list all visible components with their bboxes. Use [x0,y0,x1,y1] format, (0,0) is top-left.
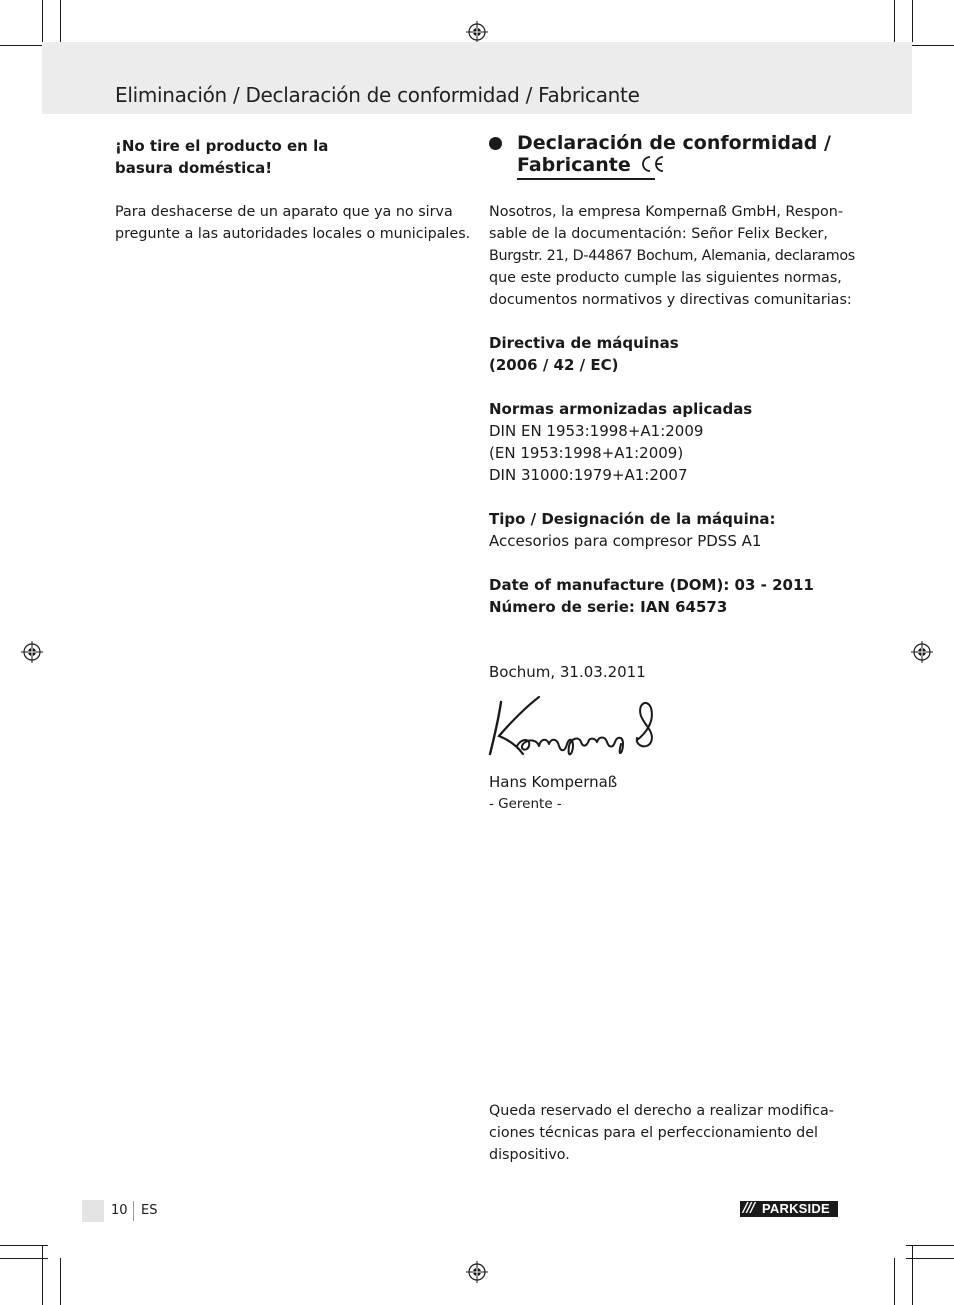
crop-mark [894,0,895,47]
manufacture-info [489,574,844,618]
intro-line: Nosotros, la empresa Kompernaß GmbH, Respon- [489,204,843,220]
crop-mark [894,1258,895,1305]
disposal-text-line: Para deshacerse de un aparato que ya no sirva [115,204,453,220]
section-heading-line-2 [517,154,831,176]
directive-line: (2006 / 42 / EC) [489,356,619,374]
crop-mark [912,0,913,42]
signer-role: - Gerente - [489,796,562,812]
crop-mark [60,1258,61,1305]
ce-mark-icon [639,155,665,173]
reserve-line: dispositivo. [489,1147,570,1163]
registration-mark-icon [466,1261,488,1283]
bullet-icon [489,137,502,150]
brand-stripes: /// [743,1201,755,1216]
heading-underline [517,178,655,180]
crop-mark [42,1245,43,1305]
footer-page-box [82,1200,104,1222]
serial-line: Número de serie: IAN 64573 [489,598,728,616]
registration-mark-icon [466,21,488,43]
footer-separator [133,1201,134,1221]
section-heading-line: Fabricante [517,154,631,176]
crop-mark [906,1258,954,1259]
directive-line: Directiva de máquinas [489,334,679,352]
harmonized-norms [489,398,844,486]
intro-line: que este producto cumple las siguientes normas, [489,270,842,286]
signer-name: Hans Kompernaß [489,773,618,791]
crop-mark [906,45,954,46]
norm-item: DIN 31000:1979+A1:2007 [489,466,688,484]
disposal-warning [115,135,460,179]
machine-type [489,508,844,552]
intro-line: Burgstr. 21, D-44867 Bochum, Alemania, declaramos [489,248,855,264]
reserve-line: Queda reservado el derecho a realizar modifica- [489,1103,834,1119]
machine-directive [489,332,844,376]
crop-mark [0,1245,48,1246]
registration-mark-icon [21,641,43,663]
intro-line: documentos normativos y directivas comunitarias: [489,292,852,308]
registration-mark-icon [911,641,933,663]
signature [487,694,662,760]
disposal-text [115,201,471,245]
crop-mark [42,0,43,42]
crop-mark [906,1245,954,1246]
type-title: Tipo / Designación de la máquina: [489,510,776,528]
declaration-intro [489,201,855,311]
reserve-note [489,1100,844,1166]
brand-name: PARKSIDE [762,1201,830,1216]
disposal-warning-line: basura doméstica! [115,159,273,177]
disposal-warning-line: ¡No tire el producto en la [115,137,329,155]
intro-line: sable de la documentación: Señor Felix Becker, [489,226,828,242]
crop-mark [912,1245,913,1305]
crop-mark [60,0,61,47]
norms-title: Normas armonizadas aplicadas [489,400,753,418]
norm-item: (EN 1953:1998+A1:2009) [489,444,684,462]
section-heading-line: Declaración de conformidad / [517,132,831,154]
dom-line: Date of manufacture (DOM): 03 - 2011 [489,576,814,594]
disposal-text-line: pregunte a las autoridades locales o municipales. [115,226,471,242]
type-value: Accesorios para compresor PDSS A1 [489,532,762,550]
crop-mark [0,45,48,46]
reserve-line: ciones técnicas para el perfeccionamiento del [489,1125,819,1141]
norm-item: DIN EN 1953:1998+A1:2009 [489,422,704,440]
section-heading [517,132,831,176]
brand-logo [740,1201,838,1217]
place-date: Bochum, 31.03.2011 [489,663,646,681]
page-number: 10 [111,1203,128,1218]
signer [489,771,844,815]
crop-mark [0,1258,48,1259]
language-code: ES [141,1203,158,1218]
page-title: Eliminación / Declaración de conformidad / Fabricante [115,83,640,107]
